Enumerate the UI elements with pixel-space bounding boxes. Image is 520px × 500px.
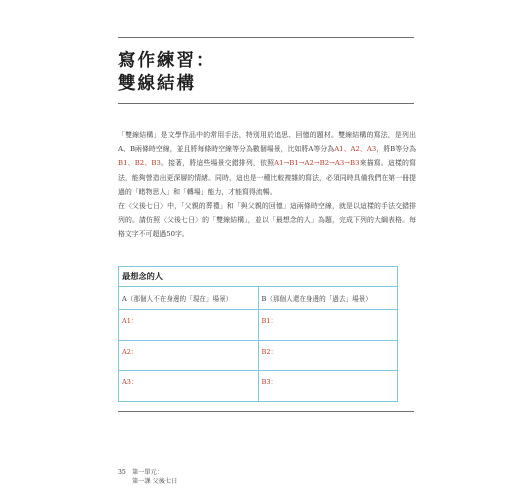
- table-column-headers: [119, 287, 397, 310]
- footer-unit: 第一單元：: [132, 469, 163, 476]
- text-segment: 來描寫。這樣的寫法，能夠營造出更深層的情緒。同時，這也是一種比較複雜的寫法，必須同時具備我們在第一冊提過的「睹物思人」和「轉場」能力，才能寫得流暢。: [118, 159, 417, 196]
- text-segment: ，將B等分為: [376, 145, 416, 154]
- cell-b1[interactable]: B1：: [261, 317, 278, 325]
- title-divider: [118, 103, 414, 104]
- cell-a1[interactable]: A1：: [119, 310, 259, 340]
- body-text: [118, 128, 416, 242]
- text-segment: 「雙線結構」是文學作品中的常用手法，特別用於追思、回憶的題材。雙線結構的寫法，是列出A、B兩條時空線，並且將每條時空線等分為數個場景，比如將A等分為: [118, 131, 416, 154]
- footer-lesson: 第一課 父後七日: [132, 478, 178, 485]
- table-row: [119, 341, 397, 372]
- table-row: [119, 371, 397, 401]
- outline-table: [118, 266, 398, 402]
- highlighted-segment: B1、B2、B3: [118, 159, 161, 168]
- page-number: 35: [118, 469, 126, 476]
- cell-a2[interactable]: A2：: [119, 341, 259, 371]
- highlighted-segment: A1、A2、A3: [334, 145, 377, 154]
- bottom-divider: [118, 411, 414, 412]
- cell-b2[interactable]: B2：: [261, 347, 278, 356]
- table-heading: 最想念的人: [119, 267, 397, 287]
- intro-paragraph: [118, 128, 416, 199]
- title-line-1: 寫作練習：: [118, 51, 216, 71]
- text-segment: 。接著，將這些場景交錯排列，依照: [160, 159, 275, 168]
- column-b-header: B（那個人還在身邊的「過去」場景）: [261, 295, 372, 303]
- column-a-header: A（那個人不在身邊的「現在」場景）: [119, 287, 259, 309]
- page-title: [118, 50, 216, 96]
- highlighted-segment: A1→B1→A2→B2→A3→B3: [274, 159, 360, 168]
- title-line-2: 雙線結構: [118, 74, 196, 94]
- instruction-paragraph: 在〈父後七日〉中，「父親的葬禮」和「與父親的回憶」這兩條時空線，就是以這樣的手法交錯排列的。請仿照〈父後七日〉的「雙線結構」，並以「最想念的人」為題，完成下列的大綱表格。每格文字不可超過50字。: [118, 202, 416, 239]
- cell-a3[interactable]: A3：: [119, 371, 259, 401]
- table-row: [119, 310, 397, 341]
- top-divider: [118, 37, 414, 38]
- cell-b3[interactable]: B3：: [261, 378, 278, 386]
